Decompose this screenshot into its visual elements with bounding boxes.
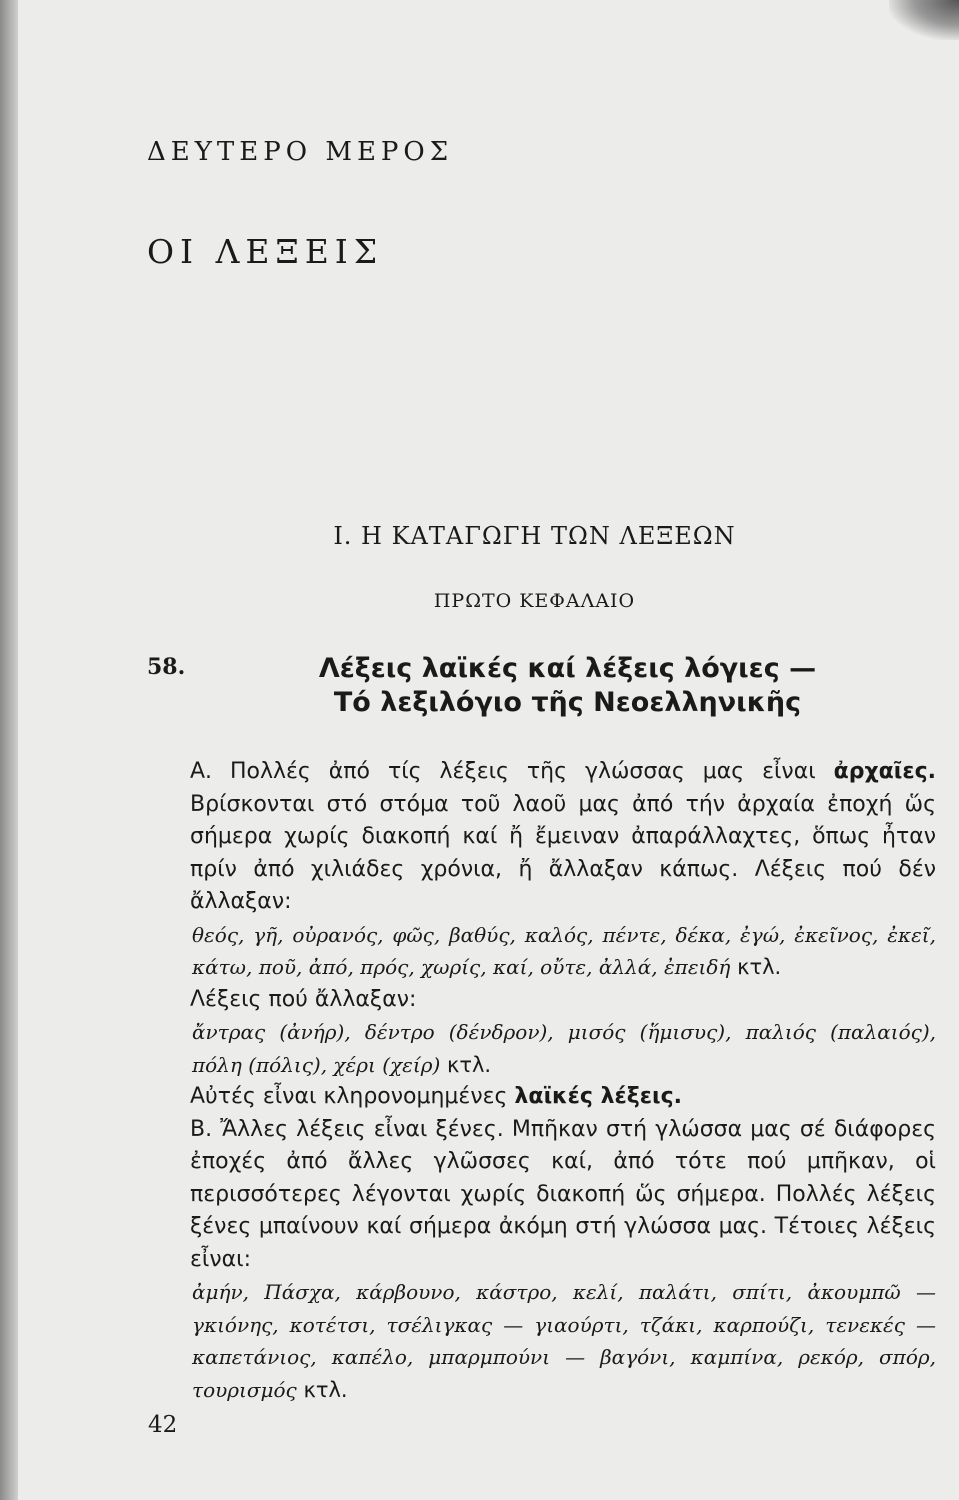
heading-line-2: Τό λεξιλόγιο τῆς Νεοελληνικῆς (333, 687, 802, 718)
example-unchanged-words: θεός, γῆ, οὐρανός, φῶς, βαθύς, καλός, πέντε, δέκα, ἐγώ, ἐκεῖνος, ἐκεῖ, κάτω, ποῦ, ἀπό, πρός, χωρίς, καί, οὔτε, ἀλλά, ἐπειδή κτλ. (192, 922, 936, 979)
chapter-subtitle: ΠΡΩΤΟ ΚΕΦΑΛΑΙΟ (433, 590, 636, 612)
bold-term-folk: λαϊκές λέξεις. (514, 1084, 682, 1109)
heading-line-1: Λέξεις λαϊκές καί λέξεις λόγιες — (318, 653, 817, 684)
page-number: 42 (148, 1412, 178, 1438)
scan-corner-shadow (889, 0, 959, 40)
inherited-words-sentence: Αὐτές εἶναι κληρονομημένες λαϊκές λέξεις. (190, 1084, 682, 1109)
chapter-title: Ι. Η ΚΑΤΑΓΩΓΗ ΤΩΝ ΛΕΞΕΩΝ (333, 522, 736, 550)
page-gutter-shadow (0, 0, 18, 1500)
body-text (190, 756, 936, 1406)
section-title: ΟΙ ΛΕΞΕΙΣ (147, 232, 384, 271)
section-b-paragraph: Β. Ἄλλες λέξεις εἶναι ξένες. Μπῆκαν στή γλώσσα μας σέ διάφορες ἐποχές ἀπό ἄλλες γλῶσσες καί, ἀπό τότε πού μπῆκαν, οἱ περισσότερες λέγονται χωρίς διακοπή ὥς σήμερα. Πολλές λέξεις ξένες μπαίνουν καί σήμερα ἀκόμη στή γλώσσα μας. Τέτοιες λέξεις εἶναι: (190, 1116, 936, 1272)
section-a-paragraph: Α. Πολλές ἀπό τίς λέξεις τῆς γλώσσας μας εἶναι ἀρχαῖες. Βρίσκονται στό στόμα τοῦ λαοῦ μας ἀπό τήν ἀρχαία ἐποχή ὥς σήμερα χωρίς διακοπή καί ἤ ἔμειναν ἀπαράλλαχτες, ὅπως ἦταν πρίν ἀπό χιλιάδες χρόνια, ἤ ἄλλαξαν κάπως. Λέξεις πού δέν ἄλλαξαν: (190, 759, 936, 914)
bold-term-archaic: ἀρχαῖες. (833, 759, 936, 784)
example-changed-words: ἄντρας (ἀνήρ), δέντρο (δένδρον), μισός (ἥμισυς), παλιός (παλαιός), πόλη (πόλις), χέρι (χείρ) κτλ. (192, 1020, 936, 1077)
example-foreign-words: ἀμήν, Πάσχα, κάρβουνο, κάστρο, κελί, παλάτι, σπίτι, ἀκουμπῶ — γκιόνης, κοτέτσι, τσέλιγκας — γιαούρτι, τζάκι, καρπούζι, τενεκές — καπετάνιος, καπέλο, μπαρμπούνι — βαγόνι, καμπίνα, ρεκόρ, σπόρ, τουρισμός κτλ. (192, 1280, 936, 1402)
changed-words-label: Λέξεις πού ἄλλαξαν: (190, 986, 417, 1012)
paragraph-number: 58. (147, 654, 186, 680)
paragraph-heading (190, 652, 945, 720)
part-title: ΔΕΥΤΕΡΟ ΜΕΡΟΣ (147, 137, 454, 167)
